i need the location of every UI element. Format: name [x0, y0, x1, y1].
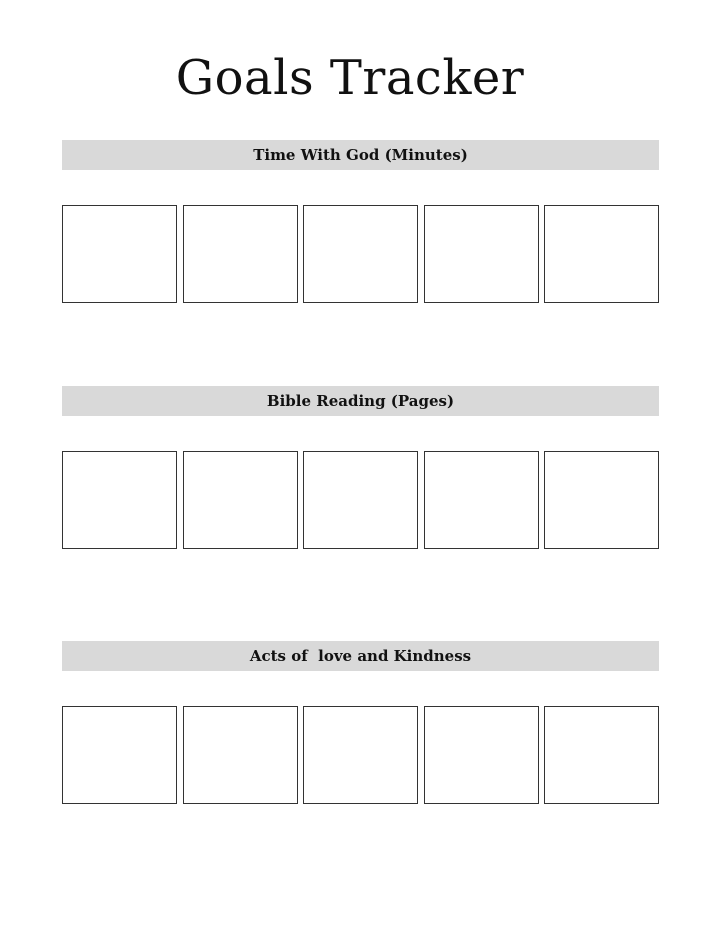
page-title: Goals Tracker [175, 50, 525, 106]
tracker-box[interactable] [544, 451, 659, 549]
tracker-box[interactable] [303, 706, 418, 804]
tracker-box[interactable] [303, 451, 418, 549]
tracker-box[interactable] [183, 451, 298, 549]
tracker-box[interactable] [424, 706, 539, 804]
tracker-box[interactable] [183, 205, 298, 303]
section-bible-reading [62, 386, 659, 416]
section-time-with-god [62, 140, 659, 170]
tracker-box[interactable] [62, 205, 177, 303]
tracker-box[interactable] [62, 451, 177, 549]
section-acts-of-kindness [62, 641, 659, 671]
tracker-box[interactable] [544, 706, 659, 804]
section-header: Bible Reading (Pages) [62, 386, 659, 416]
section-header: Acts of love and Kindness [62, 641, 659, 671]
tracker-box[interactable] [544, 205, 659, 303]
tracker-box-row [62, 205, 659, 303]
tracker-box[interactable] [62, 706, 177, 804]
tracker-box-row [62, 706, 659, 804]
tracker-box[interactable] [424, 205, 539, 303]
tracker-box[interactable] [424, 451, 539, 549]
tracker-box[interactable] [183, 706, 298, 804]
tracker-box-row [62, 451, 659, 549]
section-header: Time With God (Minutes) [62, 140, 659, 170]
tracker-box[interactable] [303, 205, 418, 303]
